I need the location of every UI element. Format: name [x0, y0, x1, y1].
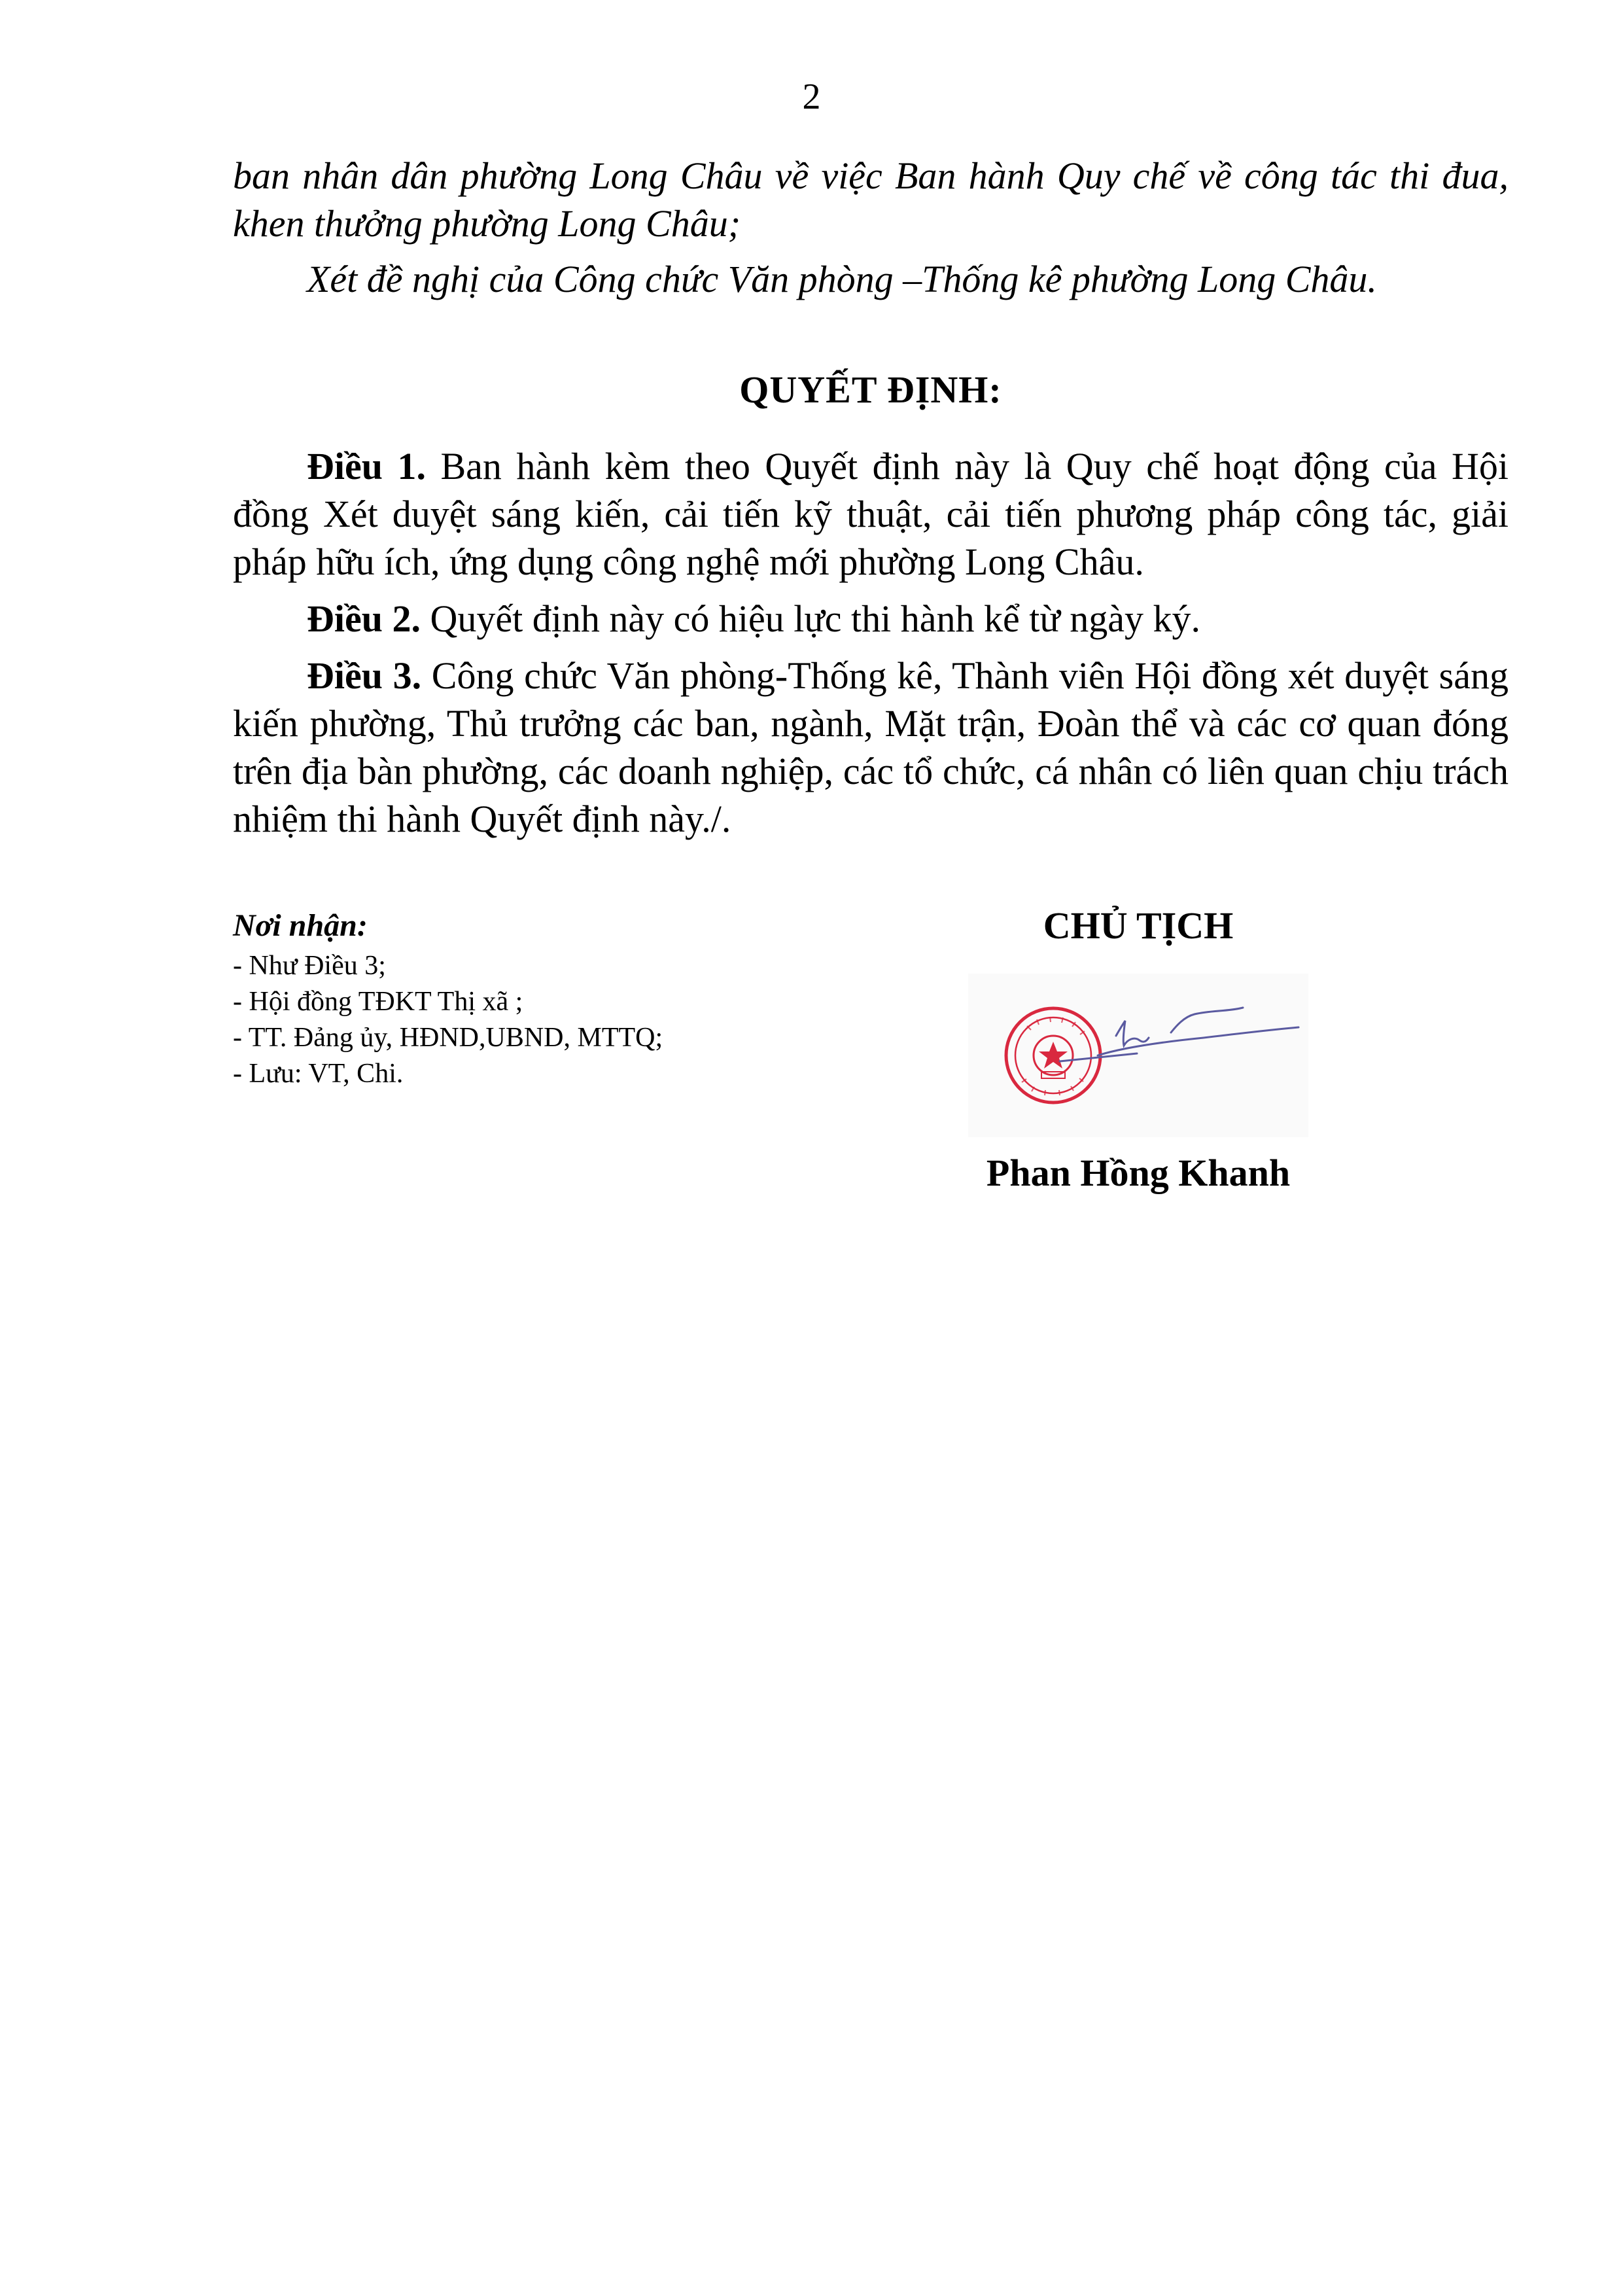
official-seal-icon [1006, 1008, 1100, 1103]
recipient-item: - Hội đồng TĐKT Thị xã ; [233, 987, 523, 1017]
recipient-item: - Như Điều 3; [233, 951, 386, 981]
article-2-label: Điều 2. [307, 597, 421, 640]
signer-name: Phan Hồng Khanh [986, 1152, 1291, 1194]
signature-block [929, 903, 1348, 1196]
recipients-block [233, 906, 822, 1092]
recipients-label: Nơi nhận: [233, 908, 368, 943]
article-3-label: Điều 3. [307, 654, 422, 697]
article-1-text: Ban hành kèm theo Quyết định này là Quy chế hoạt động của Hội đồng Xét duyệt sáng kiến, cải tiến kỹ thuật, cải tiến phương pháp công tác, giải pháp hữu ích, ứng dụng công nghệ mới phường Long Châu. [233, 445, 1509, 583]
article-2-text: Quyết định này có hiệu lực thi hành kể từ ngày ký. [421, 597, 1201, 640]
recipient-item: - TT. Đảng ủy, HĐND,UBND, MTTQ; [233, 1023, 663, 1053]
signature-graphic [968, 974, 1308, 1137]
basis-continued: ban nhân dân phường Long Châu về việc Ban hành Quy chế về công tác thi đua, khen thưởng phường Long Châu; [233, 154, 1509, 245]
decision-heading: QUYẾT ĐỊNH: [739, 368, 1002, 411]
signer-title: CHỦ TỊCH [1043, 904, 1234, 947]
article-2 [233, 595, 1509, 643]
basis-proposal: Xét đề nghị của Công chức Văn phòng –Thống kê phường Long Châu. [307, 258, 1377, 300]
article-3 [233, 652, 1509, 843]
article-3-text: Công chức Văn phòng-Thống kê, Thành viên Hội đồng xét duyệt sáng kiến phường, Thủ trưởng các ban, ngành, Mặt trận, Đoàn thể và các cơ quan đóng trên địa bàn phường, các doanh nghiệp, các tổ chức, cá nhân có liên quan chịu trách nhiệm thi hành Quyết định này./. [233, 654, 1509, 840]
recipient-item: - Lưu: VT, Chi. [233, 1059, 404, 1089]
document-body [233, 152, 1509, 843]
signature-area [968, 974, 1308, 1137]
article-1-label: Điều 1. [307, 445, 426, 487]
article-1 [233, 442, 1509, 586]
page-number: 2 [802, 77, 821, 117]
